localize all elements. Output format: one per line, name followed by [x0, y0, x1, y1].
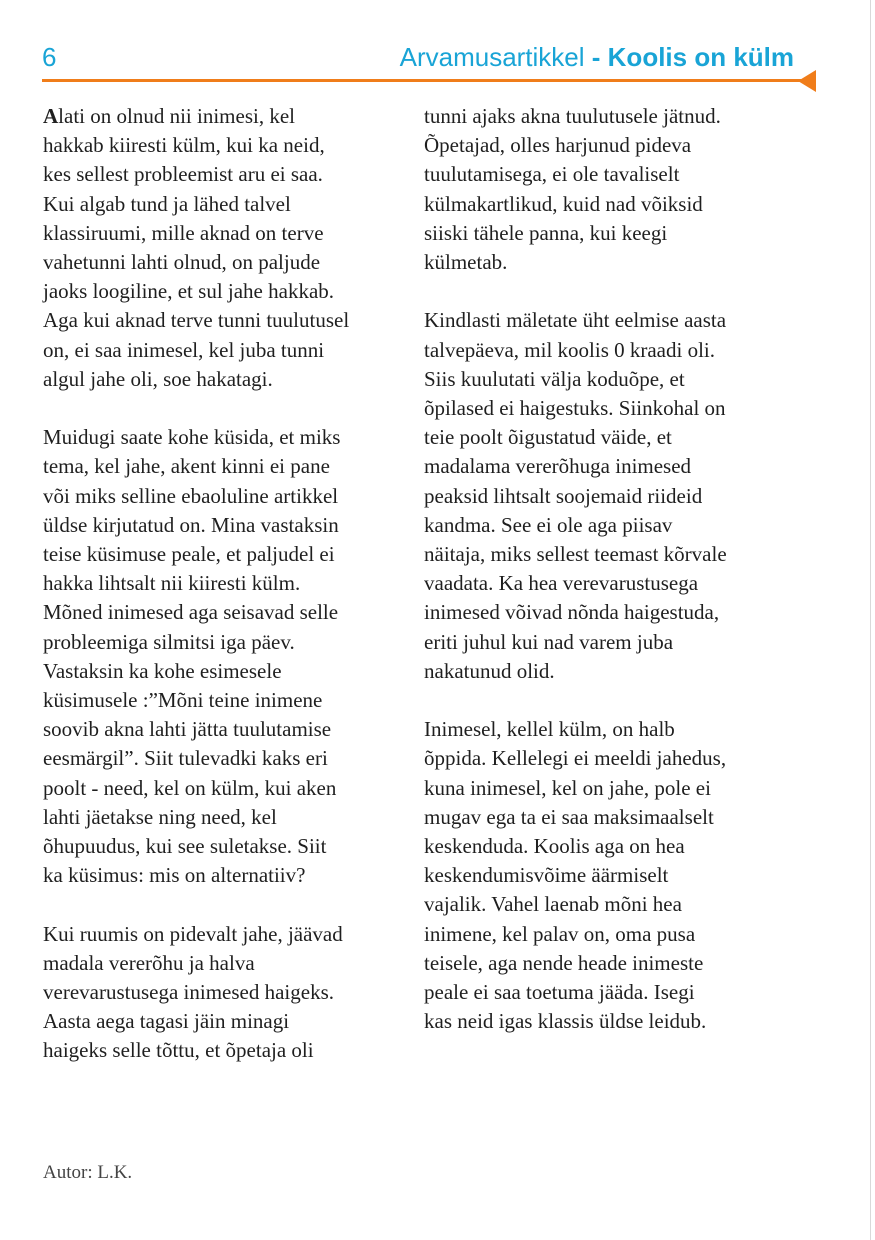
text-line: hakka lihtsalt nii kiiresti külm.: [43, 571, 301, 596]
page-title: [400, 40, 794, 74]
text-line: küsimusele :”Mõni teine inimene: [43, 688, 323, 713]
paragraph: [424, 102, 796, 277]
text-line: kandma. See ei ole aga piisav: [424, 512, 673, 537]
section-label: Arvamusartikkel: [399, 42, 585, 72]
text-line: teisele, aga nende heade inimeste: [424, 950, 704, 975]
text-line: tema, kel jahe, akent kinni ei pane: [43, 454, 330, 479]
paragraph: [43, 423, 415, 890]
text-line: Siis kuulutati välja koduõpe, et: [424, 366, 685, 391]
text-line: probleemiga silmitsi iga päev.: [43, 629, 295, 654]
text-line-rest: lati on olnud nii inimesi, kel: [58, 104, 295, 128]
separator: -: [584, 42, 608, 72]
text-line: on, ei saa inimesel, kel juba tunni: [43, 337, 325, 362]
text-line: peale ei saa toetuma jääda. Isegi: [424, 980, 695, 1005]
text-line: verevarustusega inimesed haigeks.: [43, 980, 334, 1005]
paragraph: [43, 102, 415, 394]
text-line: kuna inimesel, kel on jahe, pole ei: [424, 775, 711, 800]
text-line: üldse kirjutatud on. Mina vastaksin: [43, 512, 339, 537]
text-line: siiski tähele panna, kui keegi: [424, 220, 668, 245]
text-line: peaksid lihtsalt soojemaid riideid: [424, 483, 703, 508]
text-line: tuulutamisega, ei ole tavaliselt: [424, 162, 680, 187]
article-column-right: [424, 102, 796, 1036]
text-line: Kui algab tund ja lähed talvel: [43, 191, 291, 216]
text-line: hakkab kiiresti külm, kui ka neid,: [43, 133, 325, 158]
text-line: jaoks loogiline, et sul jahe hakkab.: [43, 279, 335, 304]
paragraph: [424, 715, 796, 1036]
text-line: algul jahe oli, soe hakatagi.: [43, 366, 273, 391]
text-line: külmakartlikud, kuid nad võiksid: [424, 191, 703, 216]
text-line: tunni ajaks akna tuulutusele jätnud.: [424, 104, 721, 128]
text-line: keskenduda. Koolis aga on hea: [424, 834, 685, 859]
text-line: teie poolt õigustatud väide, et: [424, 425, 672, 450]
arrow-icon: [798, 70, 816, 92]
page-header: [42, 40, 794, 74]
text-line: vaadata. Ka hea verevarustusega: [424, 571, 699, 596]
text-line: õhupuudus, kui see suletakse. Siit: [43, 834, 327, 859]
text-line: õppida. Kellelegi ei meeldi jahedus,: [424, 746, 727, 771]
article-column-left: [43, 102, 415, 1066]
paragraph: [424, 306, 796, 686]
text-line: inimene, kel palav on, oma pusa: [424, 921, 696, 946]
text-line: Vastaksin ka kohe esimesele: [43, 658, 282, 683]
text-line: haigeks selle tõttu, et õpetaja oli: [43, 1038, 314, 1063]
text-line: Inimesel, kellel külm, on halb: [424, 717, 675, 742]
text-line: Kui ruumis on pidevalt jahe, jäävad: [43, 921, 343, 946]
text-line: nakatunud olid.: [424, 658, 555, 683]
page-edge-line: [870, 0, 871, 1240]
text-line: näitaja, miks sellest teemast kõrvale: [424, 542, 727, 567]
text-line: külmetab.: [424, 250, 508, 275]
text-line: kes sellest probleemist aru ei saa.: [43, 162, 323, 187]
text-line: lahti jäetakse ning need, kel: [43, 804, 277, 829]
text-line: õpilased ei haigestuks. Siinkohal on: [424, 396, 726, 421]
text-line: soovib akna lahti jätta tuulutamise: [43, 717, 332, 742]
text-line: klassiruumi, mille aknad on terve: [43, 220, 324, 245]
text-line: poolt - need, kel on külm, kui aken: [43, 775, 337, 800]
text-line: eriti juhul kui nad varem juba: [424, 629, 674, 654]
text-line: vahetunni lahti olnud, on paljude: [43, 250, 321, 275]
article-headline: Koolis on külm: [607, 42, 794, 72]
text-line: eesmärgil”. Siit tulevadki kaks eri: [43, 746, 328, 771]
text-line: madala vererõhu ja halva: [43, 950, 255, 975]
text-line: Aga kui aknad terve tunni tuulutusel: [43, 308, 350, 333]
text-line: või miks selline ebaoluline artikkel: [43, 483, 339, 508]
text-line: keskendumisvõime äärmiselt: [424, 863, 669, 888]
text-line: Mõned inimesed aga seisavad selle: [43, 600, 339, 625]
paragraph: [43, 920, 415, 1066]
author-credit: Autor: L.K.: [43, 1162, 133, 1183]
text-line: talvepäeva, mil koolis 0 kraadi oli.: [424, 337, 716, 362]
text-line: ka küsimus: mis on alternatiiv?: [43, 863, 306, 888]
drop-cap: A: [43, 104, 59, 128]
text-line: Aasta aega tagasi jäin minagi: [43, 1009, 290, 1034]
text-line: Muidugi saate kohe küsida, et miks: [43, 425, 341, 450]
text-line: mugav ega ta ei saa maksimaalselt: [424, 804, 714, 829]
text-line: vajalik. Vahel laenab mõni hea: [424, 892, 682, 917]
text-line: inimesed võivad nõnda haigestuda,: [424, 600, 720, 625]
header-rule: [42, 79, 804, 82]
text-line: Õpetajad, olles harjunud pideva: [424, 133, 692, 158]
page-number: 6: [42, 42, 57, 72]
text-line: [43, 102, 415, 131]
text-line: madalama vererõhuga inimesed: [424, 454, 692, 479]
text-line: Kindlasti mäletate üht eelmise aasta: [424, 308, 727, 333]
text-line: teise küsimuse peale, et paljudel ei: [43, 542, 335, 567]
text-line: kas neid igas klassis üldse leidub.: [424, 1009, 707, 1034]
